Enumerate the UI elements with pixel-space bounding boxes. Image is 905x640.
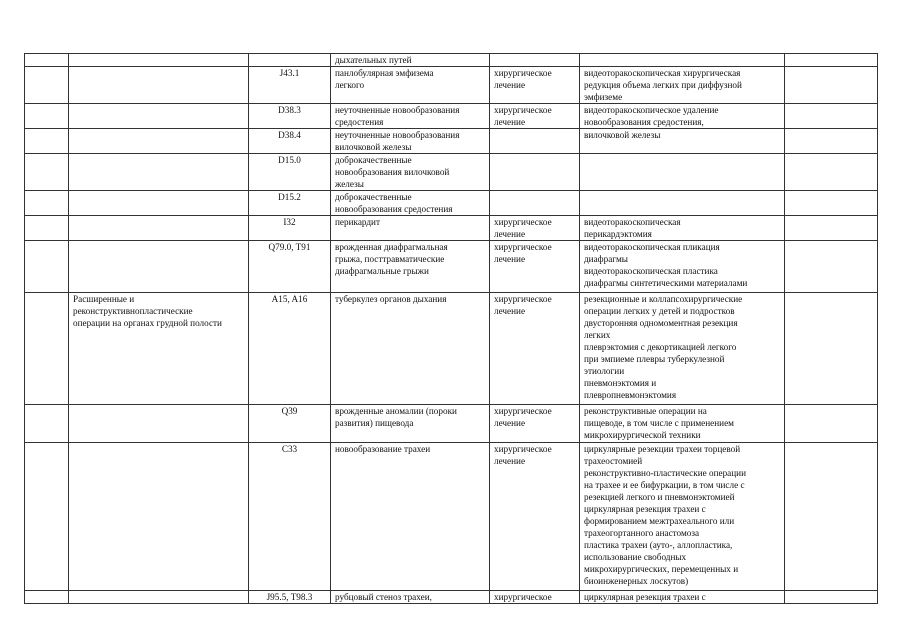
treatment-cell — [490, 443, 580, 591]
code-cell — [249, 405, 331, 443]
diagnosis-line: легкого — [335, 80, 365, 90]
diagnosis-code: D38.4 — [278, 130, 301, 140]
treatment-line: лечение — [494, 418, 526, 428]
diagnosis-code: J43.1 — [279, 68, 300, 78]
code-cell — [249, 67, 331, 104]
method-line: плевропневмонэктомия — [584, 390, 677, 400]
treatment-cell — [490, 67, 580, 104]
method-line: видеоторакоскопическая хирургическая — [584, 68, 741, 78]
diagnosis-cell — [331, 405, 490, 443]
extra-cell — [785, 443, 878, 591]
method-line: этиологии — [584, 366, 625, 376]
method-line: использование свободных — [584, 552, 687, 562]
group-cell — [69, 405, 249, 443]
method-line: легких — [584, 330, 611, 340]
method-line: циркулярная резекция трахеи с — [584, 592, 706, 602]
row-number-cell — [25, 405, 69, 443]
diagnosis-code: C33 — [281, 444, 298, 454]
treatment-line: хирургическое — [494, 294, 552, 304]
table-row — [25, 67, 878, 104]
method-cell — [580, 191, 785, 216]
method-cell — [580, 241, 785, 293]
method-line: пластика трахеи (ауто-, аллопластика, — [584, 540, 733, 550]
table-row — [25, 154, 878, 191]
group-cell — [69, 191, 249, 216]
group-text: Расширенные и реконструктивнопластические операции на органах грудной полости — [73, 294, 222, 328]
diagnosis-line: неуточненные новообразования — [335, 105, 460, 115]
treatment-cell — [490, 54, 580, 67]
group-cell — [69, 241, 249, 293]
method-line: при эмпиеме плевры туберкулезной — [584, 354, 725, 364]
method-cell — [580, 154, 785, 191]
method-line: пищеводе, в том числе с применением — [584, 418, 734, 428]
diagnosis-line: рубцовый стеноз трахеи, — [335, 592, 432, 602]
method-line: биоинженерных лоскутов) — [584, 576, 689, 586]
table-row — [25, 293, 878, 405]
method-line: плеврэктомия с декортикацией легкого — [584, 342, 737, 352]
treatment-cell — [490, 216, 580, 241]
method-line: трахеостомией — [584, 456, 643, 466]
treatment-line: хирургическое — [494, 242, 552, 252]
extra-cell — [785, 241, 878, 293]
treatment-cell — [490, 405, 580, 443]
treatment-cell — [490, 591, 580, 604]
diagnosis-line: грыжа, посттравматические — [335, 254, 445, 264]
row-number-cell — [25, 104, 69, 129]
row-number-cell — [25, 154, 69, 191]
code-cell — [249, 104, 331, 129]
method-cell — [580, 67, 785, 104]
table-row — [25, 216, 878, 241]
method-line: операции легких у детей и подростков — [584, 306, 735, 316]
group-cell — [69, 443, 249, 591]
diagnosis-cell — [331, 443, 490, 591]
method-cell — [580, 129, 785, 154]
method-line: пневмонэктомия и — [584, 378, 657, 388]
extra-cell — [785, 216, 878, 241]
extra-cell — [785, 67, 878, 104]
extra-cell — [785, 104, 878, 129]
diagnosis-cell — [331, 241, 490, 293]
diagnosis-code: J95.5, T98.3 — [266, 592, 313, 602]
treatment-line: хирургическое — [494, 406, 552, 416]
method-line: микрохирургических, перемещенных и — [584, 564, 739, 574]
method-line: формированием межтрахеального или — [584, 516, 735, 526]
treatment-line: лечение — [494, 80, 526, 90]
method-line: микрохирургической техники — [584, 430, 701, 440]
extra-cell — [785, 129, 878, 154]
diagnosis-code: Q39 — [281, 406, 298, 416]
row-number-cell — [25, 54, 69, 67]
code-cell — [249, 591, 331, 604]
group-cell — [69, 129, 249, 154]
extra-cell — [785, 591, 878, 604]
treatment-line: лечение — [494, 306, 526, 316]
method-line: диафрагмы — [584, 254, 628, 264]
diagnosis-line: новообразования вилочковой — [335, 167, 450, 177]
method-line: циркулярные резекции трахеи торцевой — [584, 444, 741, 454]
diagnosis-code: A15, A16 — [271, 294, 308, 304]
code-cell — [249, 154, 331, 191]
method-line: перикардэктомия — [584, 229, 652, 239]
method-line: видеоторакоскопическая — [584, 217, 681, 227]
procedures-table — [24, 53, 878, 604]
method-line: эмфиземе — [584, 92, 623, 102]
treatment-cell — [490, 129, 580, 154]
table-row — [25, 54, 878, 67]
method-line: видеоторакоскопическая пластика — [584, 266, 718, 276]
method-line: видеоторакоскопическая пликация — [584, 242, 720, 252]
diagnosis-cell — [331, 216, 490, 241]
diagnosis-cell — [331, 54, 490, 67]
method-line: циркулярная резекция трахеи с — [584, 504, 706, 514]
method-cell — [580, 54, 785, 67]
code-cell — [249, 443, 331, 591]
diagnosis-line: перикардит — [335, 217, 380, 227]
treatment-line: лечение — [494, 117, 526, 127]
diagnosis-line: панлобулярная эмфизема — [335, 68, 434, 78]
row-number-cell — [25, 129, 69, 154]
method-line: резекцией легкого и пневмонэктомией — [584, 492, 735, 502]
treatment-cell — [490, 104, 580, 129]
row-number-cell — [25, 591, 69, 604]
code-cell — [249, 54, 331, 67]
code-cell — [249, 216, 331, 241]
treatment-line: хирургическое — [494, 105, 552, 115]
extra-cell — [785, 293, 878, 405]
diagnosis-cell — [331, 104, 490, 129]
treatment-line: лечение — [494, 229, 526, 239]
diagnosis-line: туберкулез органов дыхания — [335, 294, 447, 304]
diagnosis-cell — [331, 293, 490, 405]
group-cell — [69, 216, 249, 241]
table-row — [25, 191, 878, 216]
method-line: вилочковой железы — [584, 130, 661, 140]
code-cell — [249, 191, 331, 216]
treatment-cell — [490, 241, 580, 293]
treatment-cell — [490, 293, 580, 405]
method-cell — [580, 216, 785, 241]
diagnosis-line: новообразование трахеи — [335, 444, 431, 454]
row-number-cell — [25, 293, 69, 405]
group-cell — [69, 104, 249, 129]
method-cell — [580, 443, 785, 591]
table-body — [25, 54, 878, 604]
method-cell — [580, 591, 785, 604]
diagnosis-line: новообразования средостения — [335, 204, 453, 214]
diagnosis-cell — [331, 591, 490, 604]
treatment-cell — [490, 154, 580, 191]
diagnosis-line: неуточненные новообразования — [335, 130, 460, 140]
treatment-line: лечение — [494, 254, 526, 264]
table-row — [25, 241, 878, 293]
diagnosis-code: D38.3 — [278, 105, 301, 115]
method-line: реконструктивные операции на — [584, 406, 707, 416]
table-row — [25, 443, 878, 591]
extra-cell — [785, 54, 878, 67]
table-row — [25, 591, 878, 604]
diagnosis-line: вилочковой железы — [335, 142, 412, 152]
method-line: реконструктивно-пластические операции — [584, 468, 746, 478]
row-number-cell — [25, 67, 69, 104]
method-line: на трахее и ее бифуркации, в том числе с — [584, 480, 745, 490]
method-cell — [580, 104, 785, 129]
code-cell — [249, 241, 331, 293]
extra-cell — [785, 405, 878, 443]
method-cell — [580, 293, 785, 405]
treatment-line: хирургическое — [494, 592, 552, 602]
method-line: редукция объема легких при диффузной — [584, 80, 742, 90]
method-line: диафрагмы синтетическими материалами — [584, 278, 748, 288]
extra-cell — [785, 191, 878, 216]
diagnosis-code: I32 — [283, 217, 296, 227]
table-row — [25, 129, 878, 154]
diagnosis-line: железы — [335, 179, 364, 189]
diagnosis-line: доброкачественные — [335, 192, 412, 202]
diagnosis-code: D15.0 — [278, 155, 301, 165]
row-number-cell — [25, 241, 69, 293]
row-number-cell — [25, 443, 69, 591]
table-row — [25, 104, 878, 129]
table-row — [25, 405, 878, 443]
diagnosis-line: врожденная диафрагмальная — [335, 242, 448, 252]
group-cell — [69, 293, 249, 405]
diagnosis-line: диафрагмальные грыжи — [335, 266, 429, 276]
diagnosis-code: D15.2 — [278, 192, 301, 202]
extra-cell — [785, 154, 878, 191]
code-cell — [249, 129, 331, 154]
diagnosis-cell — [331, 154, 490, 191]
diagnosis-code: Q79.0, T91 — [268, 242, 311, 252]
treatment-line: лечение — [494, 456, 526, 466]
diagnosis-cell — [331, 67, 490, 104]
row-number-cell — [25, 216, 69, 241]
method-line: новообразования средостения, — [584, 117, 704, 127]
code-cell — [249, 293, 331, 405]
diagnosis-cell — [331, 191, 490, 216]
method-line: видеоторакоскопическое удаление — [584, 105, 719, 115]
diagnosis-line: развития) пищевода — [335, 418, 414, 428]
diagnosis-line: доброкачественные — [335, 155, 412, 165]
treatment-cell — [490, 191, 580, 216]
method-line: трахеогортанного анастомоза — [584, 528, 700, 538]
treatment-line: хирургическое — [494, 444, 552, 454]
treatment-line: хирургическое — [494, 217, 552, 227]
diagnosis-line: врожденные аномалии (пороки — [335, 406, 457, 416]
treatment-line: хирургическое — [494, 68, 552, 78]
method-line: двусторонняя одномоментная резекция — [584, 318, 738, 328]
method-line: резекционные и коллапсохирургические — [584, 294, 743, 304]
diagnosis-cell — [331, 129, 490, 154]
diagnosis-line: дыхательных путей — [335, 55, 412, 65]
group-cell — [69, 591, 249, 604]
method-cell — [580, 405, 785, 443]
group-cell — [69, 54, 249, 67]
group-cell — [69, 67, 249, 104]
group-cell — [69, 154, 249, 191]
row-number-cell — [25, 191, 69, 216]
diagnosis-line: средостения — [335, 117, 384, 127]
